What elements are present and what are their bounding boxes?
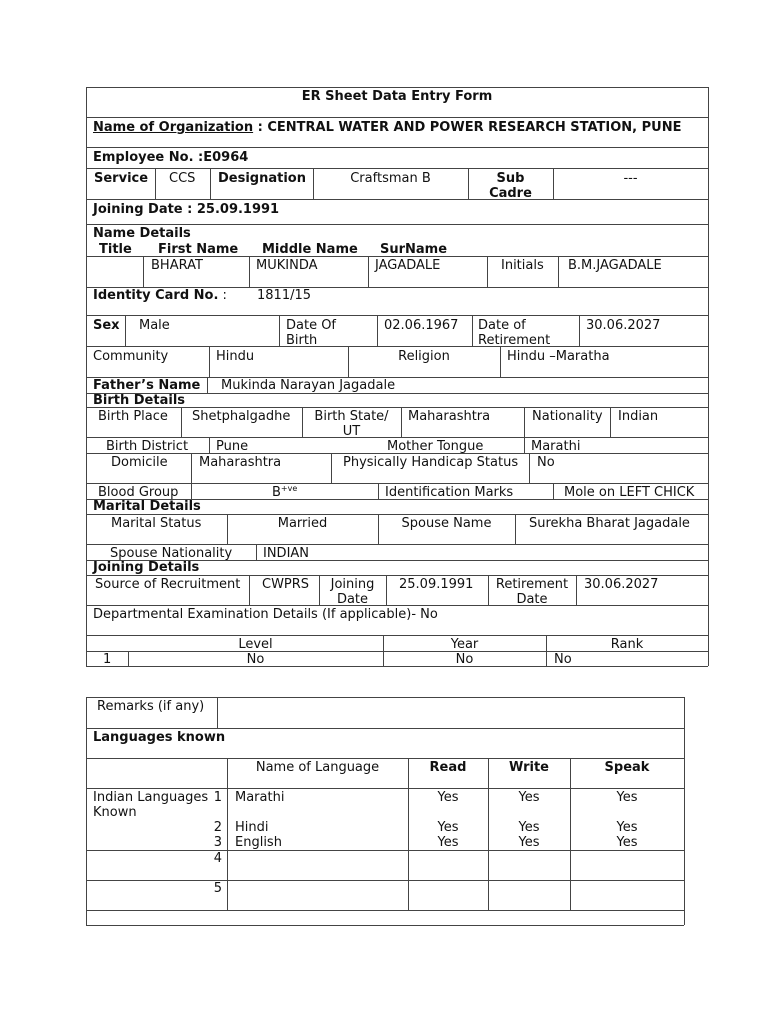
father-name-label: Father’s Name — [93, 378, 201, 393]
designation-value: Craftsman B — [350, 171, 431, 186]
sex-value: Male — [139, 318, 170, 333]
language-name-col: Name of Language — [255, 760, 380, 775]
spouse-name-label: Spouse Name — [401, 516, 492, 531]
read-col: Read — [429, 760, 467, 775]
blood-group-sup: +ve — [280, 484, 298, 493]
language-name: Hindi — [235, 820, 269, 835]
designation-label: Designation — [218, 171, 306, 186]
language-read: Yes — [437, 820, 459, 835]
dor-label-1: Date of — [478, 318, 526, 333]
write-col: Write — [508, 760, 549, 775]
birth-state-value: Maharashtra — [408, 409, 491, 424]
language-write: Yes — [518, 790, 540, 805]
exam-year-value: No — [455, 652, 474, 667]
title-label: Title — [99, 242, 132, 257]
language-name: Marathi — [235, 790, 285, 805]
language-row-number: 1 — [213, 790, 222, 805]
language-row-number: 2 — [213, 820, 222, 835]
employee-no: Employee No. :E0964 — [93, 150, 249, 165]
language-read: Yes — [437, 835, 459, 850]
sub-cadre-label-1: Sub — [496, 171, 525, 186]
birth-state-label-1: Birth State/ — [314, 409, 389, 424]
identity-card-label: Identity Card No. — [93, 288, 219, 303]
handicap-label: Physically Handicap Status — [343, 455, 519, 470]
language-row-number: 4 — [213, 851, 222, 866]
indian-languages-label-1: Indian Languages — [93, 790, 209, 805]
name-details-heading: Name Details — [93, 226, 191, 241]
identity-card-row — [93, 288, 227, 303]
speak-col: Speak — [604, 760, 650, 775]
blood-group-label: Blood Group — [98, 485, 179, 500]
sub-cadre-label-2: Cadre — [489, 186, 532, 201]
domicile-value: Maharashtra — [199, 455, 282, 470]
blood-group-value — [272, 485, 297, 500]
middle-name-value: MUKINDA — [256, 258, 318, 273]
initials-value: B.M.JAGADALE — [568, 258, 662, 273]
surname-value: JAGADALE — [375, 258, 441, 273]
year-label: Year — [450, 637, 479, 652]
identification-marks-value: Mole on LEFT CHICK — [564, 485, 695, 500]
joining-date-label-1: Joining — [330, 577, 375, 592]
nationality-label: Nationality — [532, 409, 603, 424]
languages-heading: Languages known — [93, 730, 226, 745]
service-label: Service — [94, 171, 149, 186]
dob-label-1: Date Of — [286, 318, 337, 333]
indian-languages-label-2: Known — [93, 805, 137, 820]
community-value: Hindu — [216, 349, 255, 364]
remarks-label: Remarks (if any) — [97, 699, 205, 714]
spouse-name-value: Surekha Bharat Jagadale — [529, 516, 690, 531]
birth-details-heading: Birth Details — [93, 393, 186, 408]
exam-row-number: 1 — [103, 652, 112, 667]
source-recruitment-label: Source of Recruitment — [95, 577, 241, 592]
birth-district-label: Birth District — [106, 439, 189, 454]
source-recruitment-value: CWPRS — [262, 577, 310, 592]
dob-value: 02.06.1967 — [384, 318, 459, 333]
retirement-date-label-2: Date — [516, 592, 548, 607]
retirement-date-label-1: Retirement — [495, 577, 569, 592]
language-write: Yes — [518, 835, 540, 850]
service-value: CCS — [169, 171, 196, 186]
marital-status-value: Married — [277, 516, 328, 531]
identity-card-sep: : — [218, 288, 227, 303]
marital-status-label: Marital Status — [111, 516, 202, 531]
birth-place-label: Birth Place — [98, 409, 168, 424]
sex-label: Sex — [93, 318, 120, 333]
mother-tongue-value: Marathi — [531, 439, 581, 454]
form-title: ER Sheet Data Entry Form — [301, 89, 493, 104]
language-row-number: 3 — [213, 835, 222, 850]
level-label: Level — [238, 637, 273, 652]
first-name-label: First Name — [158, 242, 239, 257]
sub-cadre-value: --- — [623, 171, 638, 186]
first-name-value: BHARAT — [151, 258, 203, 273]
religion-value: Hindu –Maratha — [507, 349, 610, 364]
middle-name-label: Middle Name — [262, 242, 358, 257]
birth-district-value: Pune — [216, 439, 249, 454]
community-label: Community — [93, 349, 169, 364]
joining-date-value: 25.09.1991 — [399, 577, 474, 592]
language-speak: Yes — [616, 835, 638, 850]
language-name: English — [235, 835, 282, 850]
joining-details-heading: Joining Details — [93, 560, 200, 575]
initials-label: Initials — [501, 258, 544, 273]
language-write: Yes — [518, 820, 540, 835]
dept-exam-title: Departmental Examination Details (If applicable)- No — [93, 607, 438, 622]
mother-tongue-label: Mother Tongue — [387, 439, 484, 454]
handicap-value: No — [537, 455, 555, 470]
retirement-date-value: 30.06.2027 — [584, 577, 659, 592]
organization-row — [93, 120, 681, 135]
organization-label: Name of Organization — [93, 120, 254, 135]
marital-details-heading: Marital Details — [93, 499, 201, 514]
surname-label: SurName — [380, 242, 448, 257]
birth-state-label-2: UT — [342, 424, 361, 439]
organization-sep: : — [253, 120, 268, 135]
domicile-label: Domicile — [111, 455, 168, 470]
birth-place-value: Shetphalgadhe — [192, 409, 291, 424]
dob-label-2: Birth — [286, 333, 318, 348]
spouse-nationality-value: INDIAN — [263, 546, 310, 561]
joining-date: Joining Date : 25.09.1991 — [93, 202, 280, 217]
father-name-value: Mukinda Narayan Jagadale — [221, 378, 396, 393]
identification-marks-label: Identification Marks — [385, 485, 514, 500]
organization-value: CENTRAL WATER AND POWER RESEARCH STATION, PUNE — [267, 120, 682, 135]
language-speak: Yes — [616, 790, 638, 805]
blood-group-base: B — [272, 485, 281, 500]
identity-card-value: 1811/15 — [257, 288, 312, 303]
exam-rank-value: No — [554, 652, 572, 667]
language-speak: Yes — [616, 820, 638, 835]
religion-label: Religion — [398, 349, 450, 364]
language-row-number: 5 — [213, 881, 222, 896]
joining-date-label-2: Date — [336, 592, 369, 607]
rank-label: Rank — [610, 637, 644, 652]
spouse-nationality-label: Spouse Nationality — [110, 546, 233, 561]
exam-level-value: No — [246, 652, 265, 667]
dor-value: 30.06.2027 — [586, 318, 661, 333]
dor-label-2: Retirement — [478, 333, 551, 348]
language-read: Yes — [437, 790, 459, 805]
nationality-value: Indian — [618, 409, 659, 424]
